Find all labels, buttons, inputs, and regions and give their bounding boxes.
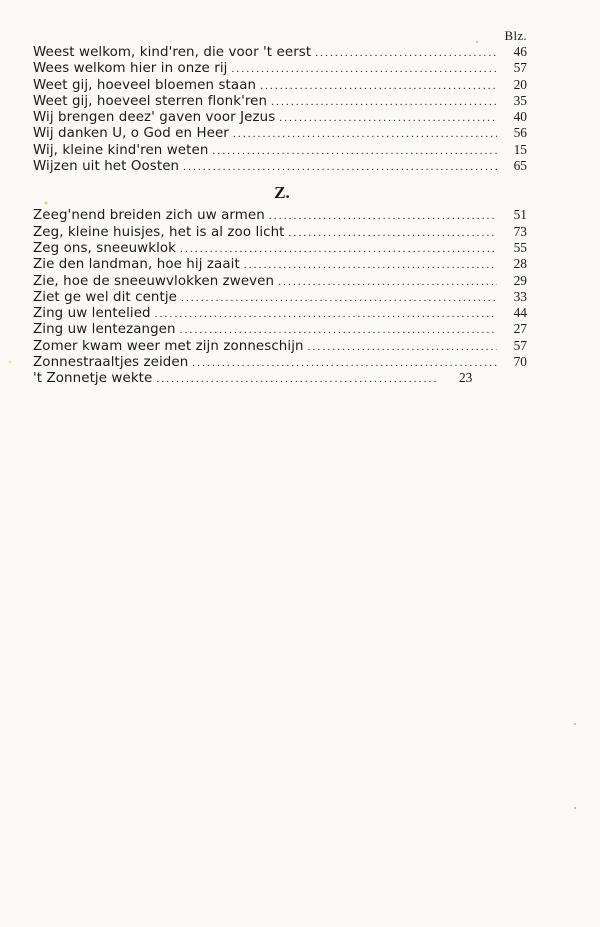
toc-entry-page: 55 — [513, 239, 527, 255]
toc-entry-title: Wij danken U, o God en Heer — [33, 126, 229, 142]
toc-entry-page: 35 — [513, 92, 527, 108]
toc-entry-title: Zie, hoe de sneeuwvlokken zweven — [33, 273, 275, 289]
toc-entry-title: 't Zonnetje wekte — [33, 371, 153, 387]
toc-entry — [33, 125, 527, 141]
toc-entry-page: 70 — [513, 354, 527, 370]
toc-entry-title: Weet gij, hoeveel sterren flonk'ren — [33, 93, 268, 109]
toc-entry-title: Ziet ge wel dit centje — [33, 289, 178, 305]
toc-entry-page: 57 — [513, 60, 527, 76]
toc-entry-page: 65 — [513, 158, 527, 174]
toc-entry — [33, 224, 527, 240]
dot-leader — [269, 208, 497, 224]
toc-entry — [33, 158, 527, 174]
toc-entry-page: 46 — [513, 44, 527, 59]
toc-entry-page: 15 — [513, 141, 527, 157]
toc-entry-title: Zomer kwam weer met zijn zonneschijn — [33, 338, 304, 354]
toc-entry-title: Wees welkom hier in onze rij — [33, 61, 228, 77]
toc-entry — [33, 60, 527, 76]
dot-leader — [308, 339, 497, 355]
dot-leader — [231, 61, 497, 77]
toc-page — [33, 28, 527, 387]
dot-leader — [260, 78, 497, 94]
toc-entry-title: Weet gij, hoeveel bloemen staan — [33, 77, 257, 93]
dot-leader — [183, 159, 497, 175]
toc-entry — [33, 93, 527, 109]
toc-list-w — [33, 44, 527, 174]
toc-entry-page: 57 — [513, 337, 527, 353]
toc-entry — [33, 256, 527, 272]
toc-entry — [33, 321, 527, 337]
dot-leader — [244, 257, 497, 273]
toc-entry-page: 73 — [513, 223, 527, 239]
toc-entry — [33, 370, 527, 386]
toc-entry — [33, 207, 527, 223]
toc-entry-title: Zeg ons, sneeuwklok — [33, 240, 177, 256]
dot-leader — [181, 290, 497, 306]
toc-entry — [33, 77, 527, 93]
dot-leader — [212, 143, 497, 159]
toc-entry-title: Wij brengen deez' gaven voor Jezus — [33, 110, 276, 126]
toc-entry-title: Wij, kleine kind'ren weten — [33, 142, 209, 158]
toc-entry — [33, 44, 527, 60]
toc-entry — [33, 338, 527, 354]
toc-entry-page: 40 — [513, 109, 527, 125]
toc-entry-page: 20 — [513, 76, 527, 92]
toc-entry-title: Zeg, kleine huisjes, het is al zoo licht — [33, 224, 285, 240]
dot-leader — [192, 355, 497, 371]
toc-entry-page: 28 — [513, 256, 527, 272]
dot-leader — [315, 45, 497, 61]
toc-entry-page: 23 — [458, 370, 473, 386]
dot-leader — [180, 322, 497, 338]
toc-entry — [33, 240, 527, 256]
toc-entry-title: Zonnestraaltjes zeiden — [33, 355, 189, 371]
toc-entry-title: Zie den landman, hoe hij zaait — [33, 257, 240, 273]
toc-entry-page: 44 — [513, 305, 527, 321]
page-column-label: Blz. — [504, 28, 527, 43]
dot-leader — [278, 274, 497, 290]
toc-entry-page: 33 — [513, 288, 527, 304]
toc-entry-title: Zing uw lentezangen — [33, 322, 176, 338]
toc-entry-page: 27 — [513, 321, 527, 337]
dot-leader — [156, 371, 438, 387]
toc-entry — [33, 109, 527, 125]
toc-entry-title: Zeeg'nend breiden zich uw armen — [33, 208, 265, 224]
dot-leader — [180, 241, 497, 257]
dot-leader — [155, 306, 497, 322]
dot-leader — [279, 110, 497, 126]
toc-entry — [33, 289, 527, 305]
toc-entry-page: 56 — [513, 125, 527, 141]
toc-entry-title: Wijzen uit het Oosten — [33, 159, 180, 175]
toc-entry — [33, 142, 527, 158]
toc-entry — [33, 354, 527, 370]
dot-leader — [289, 225, 497, 241]
toc-entry-title: Zing uw lentelied — [33, 306, 151, 322]
toc-entry-page: 51 — [513, 207, 527, 223]
dot-leader — [233, 126, 497, 142]
toc-entry-title: Weest welkom, kind'ren, die voor 't eerst — [33, 45, 312, 60]
toc-list-z — [33, 207, 527, 386]
toc-entry — [33, 273, 527, 289]
dot-leader — [271, 94, 497, 110]
toc-entry — [33, 305, 527, 321]
section-letter-z: Z. — [274, 183, 290, 203]
toc-entry-page: 29 — [513, 272, 527, 288]
